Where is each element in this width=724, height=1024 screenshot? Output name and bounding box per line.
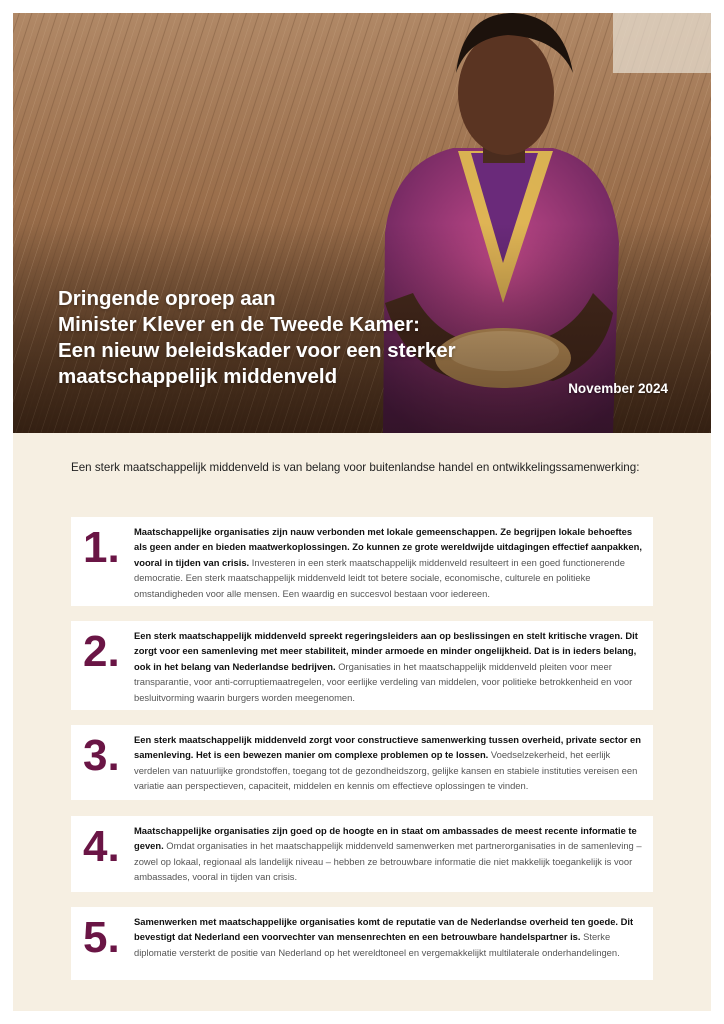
point-number: 4. [83, 822, 120, 871]
point-number: 2. [83, 627, 120, 676]
point-text [134, 914, 642, 960]
point-text [134, 823, 642, 885]
hero-title [58, 286, 518, 390]
intro-text: Een sterk maatschappelijk middenveld is van belang voor buitenlandse handel en ontwikkelingssamenwerking: [71, 461, 640, 474]
point-body-text: Sterke diplomatie versterkt de positie van Nederland op het wereldtoneel en vergemakkelijkt multilaterale onderhandelingen. [134, 931, 620, 958]
point-card-4 [71, 816, 653, 892]
point-card-2 [71, 621, 653, 710]
point-bold-text: Maatschappelijke organisaties zijn nauw verbonden met lokale gemeenschappen. Ze begrijpen lokale behoeftes als geen ander en bieden maatwerkoplossingen. Zo kunnen ze grote wereldwijde uitdagingen effectief aanpakken, vooral in tijden van crisis. [134, 526, 642, 568]
hero-title-line: Dringende oproep aan [58, 287, 276, 310]
point-text [134, 732, 642, 794]
hero-title-line: Een nieuw beleidskader voor een sterker [58, 339, 456, 362]
point-body-text: Voedselzekerheid, het eerlijk verdelen van natuurlijke grondstoffen, toegang tot de gezondheidszorg, gelijke kansen en stabiele instituties vereisen een variatie aan perspectieven, capaciteit, middelen en kennis om effectieve oplossingen te vinden. [134, 749, 638, 792]
publication-date: November 2024 [568, 381, 668, 396]
hero-title-line: maatschappelijk middenveld [58, 365, 338, 388]
point-body-text: Investeren in een sterk maatschappelijk middenveld resulteert in een goed functionerende democratie. Een sterk maatschappelijk middenveld leidt tot betere sociale, economische, culturele en politieke omstandigheden voor alle mensen. Een waardig en succesvol bestaan voor iedereen. [134, 556, 625, 599]
point-text [134, 524, 642, 601]
point-bold-text: Een sterk maatschappelijk middenveld spreekt regeringsleiders aan op beslissingen en stelt kritische vragen. Dit zorgt voor een samenleving met meer stabiliteit, minder armoede en minder ongelijkheid. Dat is in ieders belang, ook in het belang van Nederlandse bedrijven. [134, 630, 638, 672]
point-text [134, 628, 642, 705]
point-card-5 [71, 907, 653, 980]
point-number: 1. [83, 523, 120, 572]
point-body-text: Omdat organisaties in het maatschappelijk middenveld samenwerken met partnerorganisaties in de samenleving – zowel op lokaal, regionaal als landelijk niveau – hebben ze betrouwbare informatie die niet makkelijk toegankelijk is voor ambassades, vooral in tijden van crisis. [134, 840, 642, 883]
hero-title-line: Minister Klever en de Tweede Kamer: [58, 313, 420, 336]
point-bold-text: Samenwerken met maatschappelijke organisaties komt de reputatie van de Nederlandse overheid ten goede. Dit bevestigt dat Nederland een voorvechter van mensenrechten en een betrouwbare handelspartner is. [134, 916, 634, 943]
point-card-3 [71, 725, 653, 800]
point-number: 3. [83, 731, 120, 780]
point-number: 5. [83, 913, 120, 962]
point-bold-text: Een sterk maatschappelijk middenveld zorgt voor constructieve samenwerking tussen overheid, private sector en samenleving. Het is een bewezen manier om complexe problemen op te lossen. [134, 734, 641, 761]
point-body-text: Organisaties in het maatschappelijk middenveld pleiten voor meer transparantie, voor anti-corruptiemaatregelen, voor eerlijke verdeling van middelen, voor politieke betrokkenheid en voor besluitvorming waarin burgers worden meegenomen. [134, 660, 633, 703]
point-card-1 [71, 517, 653, 606]
point-bold-text: Maatschappelijke organisaties zijn goed op de hoogte en in staat om ambassades de meest recente informatie te geven. [134, 825, 637, 852]
